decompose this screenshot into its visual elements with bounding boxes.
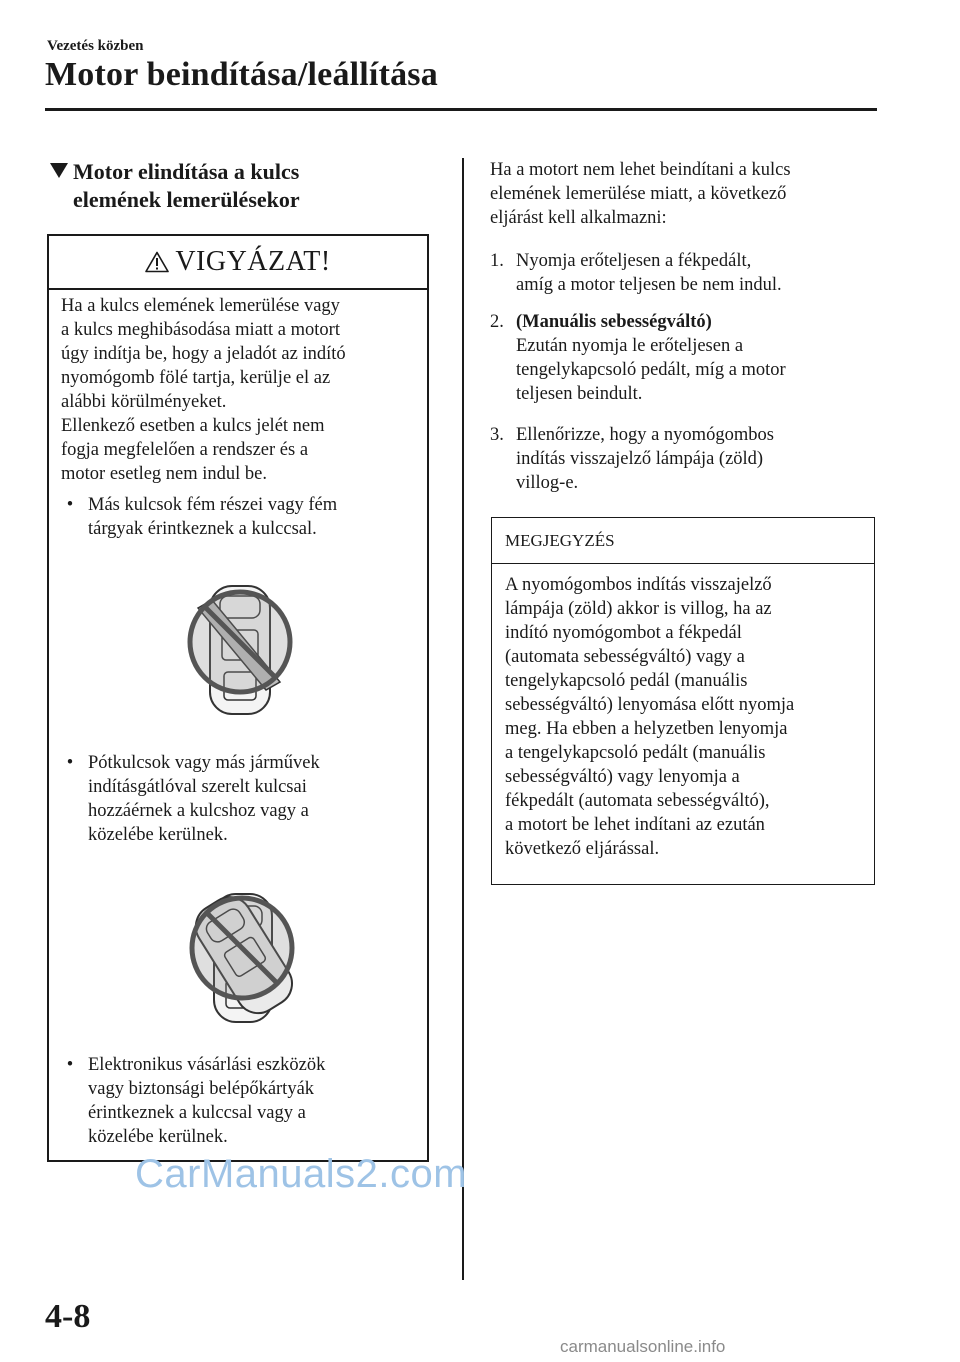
caution-intro bbox=[61, 294, 421, 486]
caution-bullets-2 bbox=[61, 751, 421, 847]
note-line: a tengelykapcsoló pedált (manuális bbox=[505, 743, 766, 763]
step-2 bbox=[490, 310, 870, 406]
caution-intro-line: úgy indítja be, hogy a jeladót az indító bbox=[61, 344, 346, 364]
caution-bullets-3 bbox=[61, 1053, 421, 1149]
warning-icon bbox=[145, 251, 169, 273]
caution-bullet bbox=[61, 1053, 421, 1149]
step-line: Ezután nyomja le erőteljesen a bbox=[516, 336, 744, 356]
intro-line: eljárást kell alkalmazni: bbox=[490, 208, 667, 228]
note-body bbox=[505, 573, 867, 861]
caution-header bbox=[49, 236, 427, 290]
step-1 bbox=[490, 249, 870, 297]
title-rule bbox=[45, 108, 877, 111]
section-heading-line1: Motor elindítása a kulcs bbox=[73, 159, 300, 184]
bullet-line: tárgyak érintkeznek a kulccsal. bbox=[88, 519, 317, 539]
section-heading bbox=[49, 158, 449, 214]
page-title: Motor beindítása/leállítása bbox=[45, 56, 438, 93]
watermark: CarManuals2.com bbox=[135, 1152, 468, 1196]
bullet-line: érintkeznek a kulccsal vagy a bbox=[88, 1103, 306, 1123]
caution-body bbox=[61, 294, 421, 541]
step-3 bbox=[490, 423, 870, 495]
step-line: indítás visszajelző lámpája (zöld) bbox=[516, 449, 764, 469]
footer-watermark: carmanualsonline.info bbox=[560, 1337, 726, 1356]
bullet-icon: • bbox=[66, 753, 74, 773]
note-line: indító nyomógombot a fékpedál bbox=[505, 623, 742, 643]
caution-intro-line: a kulcs meghibásodása miatt a motort bbox=[61, 320, 340, 340]
bullet-line: Más kulcsok fém részei vagy fém bbox=[88, 495, 338, 515]
triangle-down-icon bbox=[49, 158, 73, 186]
step-line: Ellenőrizze, hogy a nyomógombos bbox=[516, 425, 774, 445]
bullet-line: Elektronikus vásárlási eszközök bbox=[88, 1055, 326, 1075]
bullet-line: közelébe kerülnek. bbox=[88, 825, 228, 845]
intro-paragraph bbox=[490, 158, 870, 230]
note-line: A nyomógombos indítás visszajelző bbox=[505, 575, 772, 595]
note-line: sebességváltó) lenyomása előtt nyomja bbox=[505, 695, 795, 715]
note-line: (automata sebességváltó) vagy a bbox=[505, 647, 745, 667]
caution-intro-line: alábbi körülményeket. bbox=[61, 392, 227, 412]
bullet-line: közelébe kerülnek. bbox=[88, 1127, 228, 1147]
note-line: a motort be lehet indítani az ezután bbox=[505, 815, 765, 835]
page-number: 4-8 bbox=[45, 1298, 91, 1335]
key-metal-contact-illustration bbox=[184, 580, 296, 720]
bullet-line: hozzáérnek a kulcshoz vagy a bbox=[88, 801, 309, 821]
bullet-line: vagy biztonsági belépőkártyák bbox=[88, 1079, 315, 1099]
caution-bullet bbox=[61, 493, 421, 541]
caution-intro-line: nyomógomb fölé tartja, kerülje el az bbox=[61, 368, 331, 388]
note-title: MEGJEGYZÉS bbox=[492, 518, 874, 564]
note-line: tengelykapcsoló pedál (manuális bbox=[505, 671, 748, 691]
section-heading-line2: elemének lemerülésekor bbox=[73, 187, 300, 212]
note-box bbox=[491, 517, 875, 885]
note-line: sebességváltó) vagy lenyomja a bbox=[505, 767, 740, 787]
step-line: tengelykapcsoló pedált, míg a motor bbox=[516, 360, 786, 380]
caution-title: VIGYÁZAT! bbox=[175, 246, 331, 277]
caution-bullet bbox=[61, 751, 421, 847]
note-line: következő eljárással. bbox=[505, 839, 660, 859]
caution-intro-line: Ellenkező esetben a kulcs jelét nem bbox=[61, 416, 325, 436]
step-line: amíg a motor teljesen be nem indul. bbox=[516, 275, 782, 295]
step-number: 3. bbox=[490, 425, 504, 445]
step-line: Nyomja erőteljesen a fékpedált, bbox=[516, 251, 752, 271]
bullet-icon: • bbox=[66, 495, 74, 515]
bullet-icon: • bbox=[66, 1055, 74, 1075]
step-number: 1. bbox=[490, 251, 504, 271]
step-line: teljesen beindult. bbox=[516, 384, 643, 404]
keys-nearby-illustration bbox=[184, 884, 302, 1030]
note-line: lámpája (zöld) akkor is villog, ha az bbox=[505, 599, 772, 619]
caution-box bbox=[47, 234, 429, 1162]
caution-intro-line: motor esetleg nem indul be. bbox=[61, 464, 268, 484]
step-subheading: (Manuális sebességváltó) bbox=[516, 312, 712, 332]
note-line: meg. Ha ebben a helyzetben lenyomja bbox=[505, 719, 788, 739]
caution-intro-line: fogja megfelelően a rendszer és a bbox=[61, 440, 309, 460]
note-line: fékpedált (automata sebességváltó), bbox=[505, 791, 770, 811]
intro-line: elemének lemerülése miatt, a következő bbox=[490, 184, 787, 204]
bullet-line: Pótkulcsok vagy más járművek bbox=[88, 753, 320, 773]
caution-intro-line: Ha a kulcs elemének lemerülése vagy bbox=[61, 296, 340, 316]
intro-line: Ha a motort nem lehet beindítani a kulcs bbox=[490, 160, 791, 180]
bullet-line: indításgátlóval szerelt kulcsai bbox=[88, 777, 307, 797]
step-line: villog-e. bbox=[516, 473, 579, 493]
column-divider bbox=[462, 158, 464, 1280]
step-number: 2. bbox=[490, 312, 504, 332]
chapter-label: Vezetés közben bbox=[47, 38, 144, 54]
